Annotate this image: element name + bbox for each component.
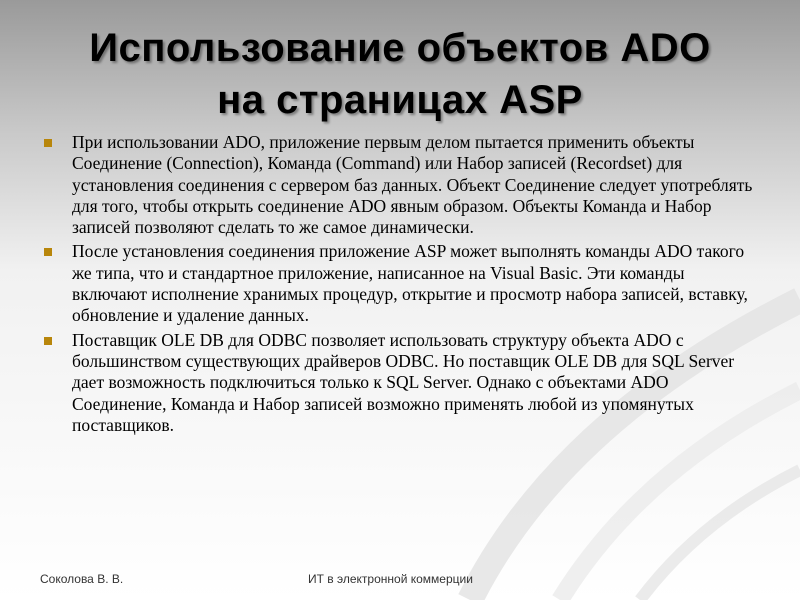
square-bullet-icon	[44, 337, 52, 345]
slide-body	[44, 132, 760, 439]
bullet-item	[44, 241, 760, 326]
bullet-item	[44, 330, 760, 436]
footer-author: Соколова В. В.	[40, 572, 124, 586]
slide-title-line-1: Использование объектов ADO	[89, 26, 711, 70]
slide-title	[40, 22, 760, 126]
bullet-text: Поставщик OLE DB для ODBC позволяет использовать структуру объекта ADO с большинством существующих драйверов ODBC. Но поставщик OLE DB для SQL Server дает возможность подключиться только к SQL Server. Однако с объектами ADO Соединение, Команда и Набор записей возможно применять любой из упомянутых поставщиков.	[72, 329, 735, 435]
square-bullet-icon	[44, 139, 52, 147]
slide-title-line-2: на страницах ASP	[217, 78, 583, 122]
footer-course: ИТ в электронной коммерции	[308, 572, 473, 586]
bullet-text: При использовании ADO, приложение первым делом пытается применить объекты Соединение (Connection), Команда (Command) или Набор записей (Recordset) для установления соединения с сервером баз данных. Объект Соединение следует употреблять для того, чтобы открыть соединение ADO явным образом. Объекты Команда и Набор записей позволяют сделать то же самое динамически.	[72, 132, 753, 238]
bullet-text: После установления соединения приложение ASP может выполнять команды ADO такого же типа, что и стандартное приложение, написанное на Visual Basic. Эти команды включают исполнение хранимых процедур, открытие и просмотр набора записей, вставку, обновление и удаление данных.	[72, 241, 748, 326]
bullet-item	[44, 132, 760, 238]
square-bullet-icon	[44, 248, 52, 256]
